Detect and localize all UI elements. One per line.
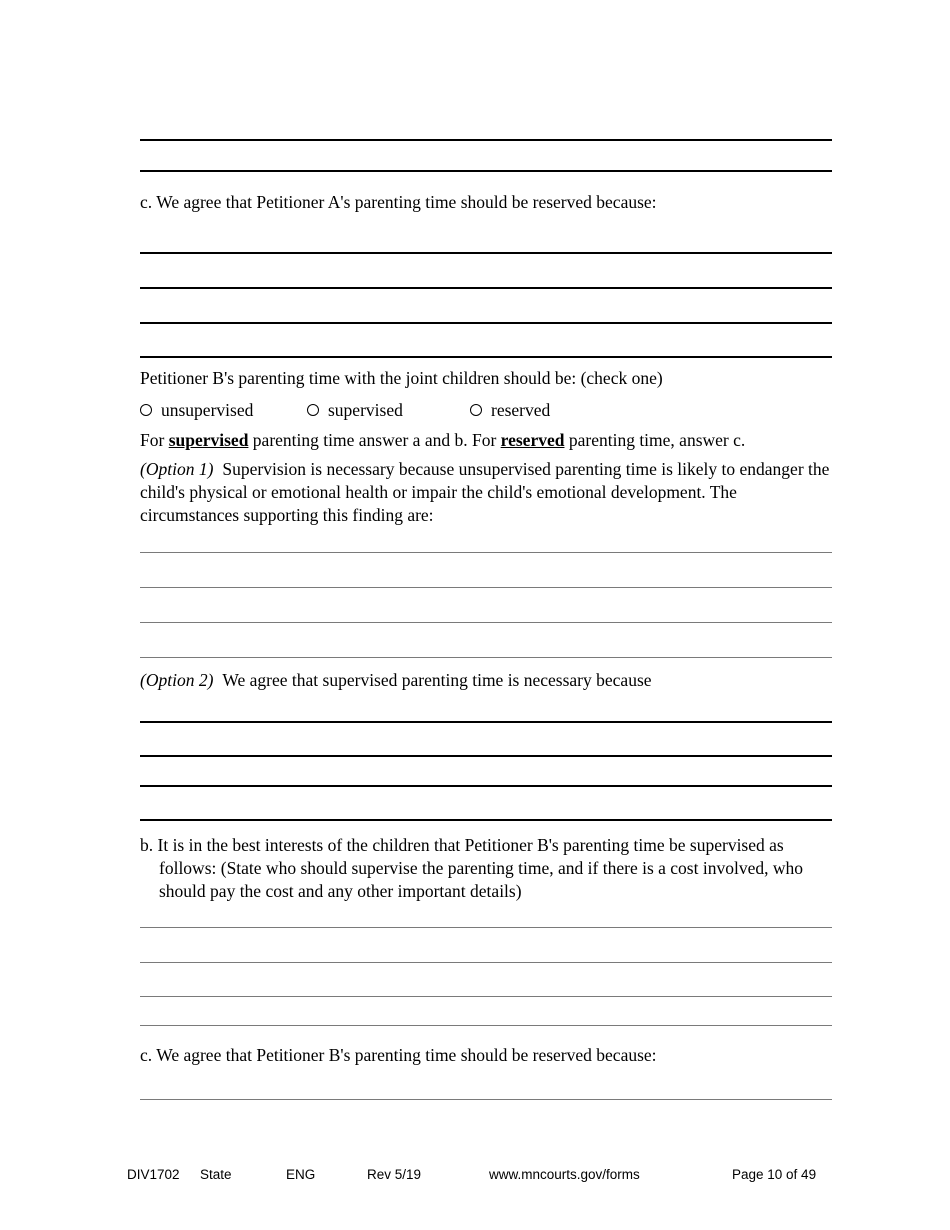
fill-line[interactable] bbox=[140, 721, 832, 723]
fill-line[interactable] bbox=[140, 139, 832, 141]
instruction-part1: For bbox=[140, 430, 169, 450]
radio-reserved-label: reserved bbox=[491, 400, 551, 420]
fill-line[interactable] bbox=[140, 1025, 832, 1026]
instruction-part3: parenting time, answer c. bbox=[564, 430, 746, 450]
instruction-bold-reserved: reserved bbox=[500, 430, 565, 450]
footer-form-id: DIV1702 bbox=[127, 1167, 180, 1182]
fill-line[interactable] bbox=[140, 170, 832, 172]
fill-line[interactable] bbox=[140, 356, 832, 358]
petitioner-b-item-b-label: b. It is in the best interests of the children that Petitioner B's parenting time be supervised as follows: (State who should supervise the parenting time, and if there is a cost involved, who should pay the cost and any other important details) bbox=[140, 835, 803, 901]
fill-line[interactable] bbox=[140, 587, 832, 588]
option-1-label: (Option 1) bbox=[140, 459, 214, 479]
petitioner-a-item-c-label: c. We agree that Petitioner A's parenting time should be reserved because: bbox=[140, 192, 657, 212]
fill-line[interactable] bbox=[140, 819, 832, 821]
option-2-label: (Option 2) bbox=[140, 670, 214, 690]
fill-line[interactable] bbox=[140, 755, 832, 757]
radio-option-unsupervised[interactable] bbox=[140, 399, 253, 421]
fill-line[interactable] bbox=[140, 287, 832, 289]
fill-line[interactable] bbox=[140, 657, 832, 658]
fill-line[interactable] bbox=[140, 785, 832, 787]
option-2-paragraph bbox=[140, 669, 834, 692]
footer-page-number: Page 10 of 49 bbox=[732, 1167, 817, 1182]
footer-website: www.mncourts.gov/forms bbox=[489, 1167, 640, 1182]
instruction-part2: parenting time answer a and b. For bbox=[248, 430, 501, 450]
fill-line[interactable] bbox=[140, 1099, 832, 1100]
footer-state: State bbox=[200, 1167, 232, 1182]
radio-reserved-icon[interactable] bbox=[470, 404, 482, 416]
radio-unsupervised-label: unsupervised bbox=[161, 400, 254, 420]
fill-line[interactable] bbox=[140, 252, 832, 254]
option-1-text: Supervision is necessary because unsupervised parenting time is likely to endanger the child's physical or emotional health or impair the child's emotional development. The circumstances supporting this finding are: bbox=[140, 459, 830, 525]
radio-unsupervised-icon[interactable] bbox=[140, 404, 152, 416]
radio-option-reserved[interactable] bbox=[470, 399, 550, 421]
fill-line[interactable] bbox=[140, 622, 832, 623]
fill-line[interactable] bbox=[140, 996, 832, 997]
petitioner-b-item-c-label: c. We agree that Petitioner B's parenting time should be reserved because: bbox=[140, 1045, 657, 1065]
instruction-bold-supervised: supervised bbox=[168, 430, 249, 450]
radio-supervised-icon[interactable] bbox=[307, 404, 319, 416]
parenting-time-options bbox=[140, 399, 832, 421]
fill-line[interactable] bbox=[140, 322, 832, 324]
fill-line[interactable] bbox=[140, 552, 832, 553]
footer-language: ENG bbox=[286, 1167, 316, 1182]
instruction-supervised-reserved bbox=[140, 429, 834, 452]
fill-line[interactable] bbox=[140, 927, 832, 928]
footer-revision: Rev 5/19 bbox=[367, 1167, 422, 1182]
option-2-text: We agree that supervised parenting time is necessary because bbox=[222, 670, 652, 690]
petitioner-b-heading: Petitioner B's parenting time with the joint children should be: (check one) bbox=[140, 368, 663, 388]
radio-option-supervised[interactable] bbox=[307, 399, 403, 421]
fill-line[interactable] bbox=[140, 962, 832, 963]
option-1-paragraph bbox=[140, 458, 834, 527]
radio-supervised-label: supervised bbox=[328, 400, 403, 420]
